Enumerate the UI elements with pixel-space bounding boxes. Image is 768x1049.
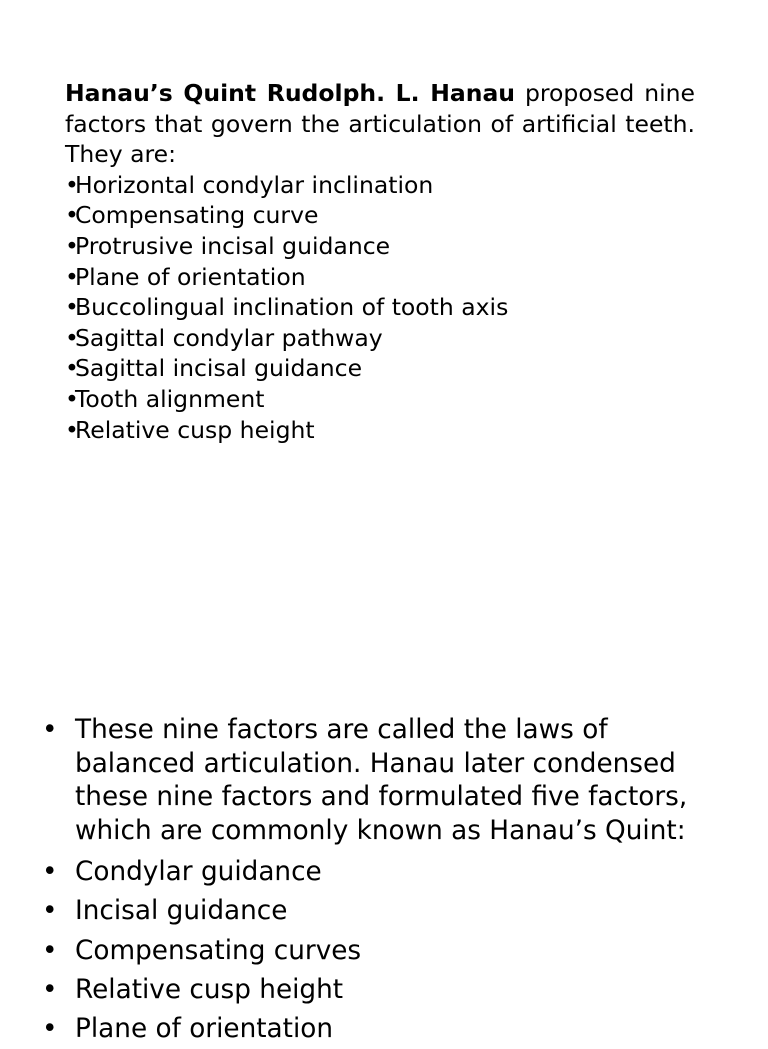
- nine-factors-section: [65, 78, 695, 445]
- bullet-icon: •: [42, 896, 58, 927]
- intro-text: proposed nine factors that govern the articulation of artificial teeth. They are:: [65, 79, 695, 169]
- factor-item: [65, 231, 695, 262]
- bullet-icon: •: [65, 262, 79, 291]
- factor-label: Buccolingual inclination of tooth axis: [75, 293, 509, 322]
- factor-label: Protrusive incisal guidance: [75, 231, 391, 260]
- factor-label: Horizontal condylar inclination: [75, 170, 434, 199]
- summary-text: These nine factors are called the laws of balanced articulation. Hanau later condensed these nine factors and formulated five factors, which are commonly known as Hanau’s Quint:: [75, 715, 688, 846]
- bullet-icon: •: [65, 293, 79, 322]
- factor-label: Compensating curve: [75, 201, 319, 230]
- hanau-quint-section: [0, 714, 768, 1049]
- bullet-icon: •: [42, 935, 58, 966]
- bullet-icon: •: [65, 201, 79, 230]
- bullet-icon: •: [42, 1014, 58, 1045]
- quint-item: [0, 1010, 735, 1049]
- factor-label: Plane of orientation: [75, 262, 306, 291]
- quint-label: Incisal guidance: [75, 896, 288, 927]
- bullet-icon: •: [65, 323, 79, 352]
- bullet-icon: •: [42, 974, 58, 1005]
- intro-paragraph: [65, 78, 695, 170]
- factor-item: [65, 323, 695, 354]
- factor-label: Sagittal condylar pathway: [75, 323, 383, 352]
- factor-item: [65, 292, 695, 323]
- factor-item: [65, 262, 695, 293]
- bullet-icon: •: [65, 231, 79, 260]
- quint-list: [0, 714, 768, 1049]
- quint-label: Compensating curves: [75, 935, 362, 966]
- factor-item: [65, 170, 695, 201]
- bullet-icon: •: [65, 384, 79, 413]
- factor-item: [65, 384, 695, 415]
- bullet-icon: •: [65, 354, 79, 383]
- factor-item: [65, 200, 695, 231]
- quint-item: [0, 971, 735, 1010]
- quint-label: Plane of orientation: [75, 1014, 334, 1045]
- quint-item: [0, 892, 735, 931]
- factor-item: [65, 353, 695, 384]
- bullet-icon: •: [65, 170, 79, 199]
- bullet-icon: •: [65, 415, 79, 444]
- bullet-icon: •: [42, 715, 58, 745]
- quint-item: [0, 853, 735, 892]
- bullet-icon: •: [42, 857, 58, 887]
- summary-item: [0, 714, 735, 848]
- factor-label: Tooth alignment: [75, 384, 265, 413]
- factor-label: Relative cusp height: [75, 415, 315, 444]
- nine-factors-list: [65, 170, 695, 445]
- intro-heading: Hanau’s Quint Rudolph. L. Hanau: [65, 79, 516, 107]
- quint-label: Relative cusp height: [75, 974, 344, 1005]
- factor-item: [65, 415, 695, 446]
- quint-label: Condylar guidance: [75, 857, 322, 887]
- factor-label: Sagittal incisal guidance: [75, 354, 363, 383]
- quint-item: [0, 932, 735, 971]
